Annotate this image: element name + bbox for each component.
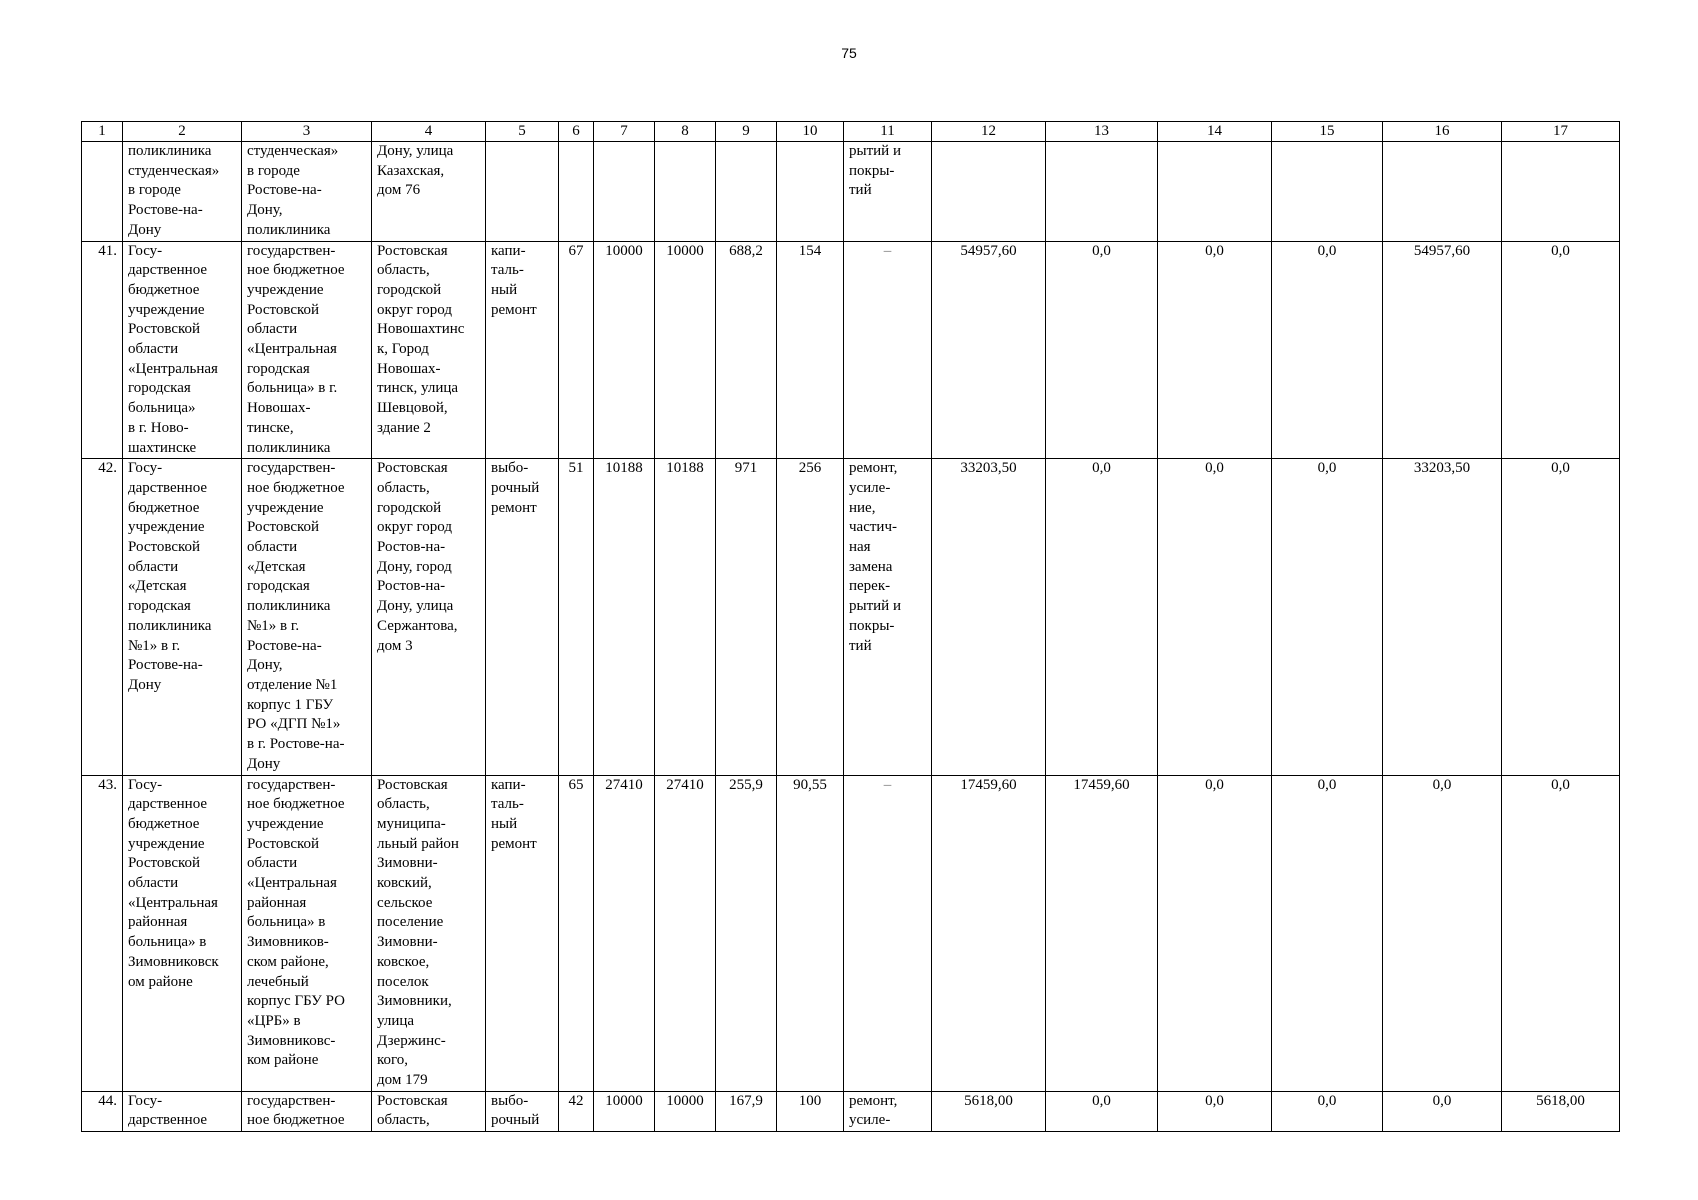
- table-cell-col-4: Ростовская область, городской округ город Ростов-на- Дону, город Ростов-на- Дону, улица Сержантова, дом 3: [372, 459, 486, 775]
- table-cell-col-11: –: [844, 775, 932, 1091]
- table-cell-col-15: 0,0: [1272, 775, 1383, 1091]
- table-cell-col-2: Госу- дарственное бюджетное учреждение Ростовской области «Центральная городская больница» в г. Ново- шахтинске: [123, 241, 242, 459]
- table-cell-col-13: 0,0: [1046, 241, 1158, 459]
- table-cell-col-3: студенческая» в городе Ростове-на- Дону, поликлиника: [242, 142, 372, 242]
- column-header: 6: [559, 122, 594, 142]
- column-header: 4: [372, 122, 486, 142]
- table-cell-col-9: 688,2: [716, 241, 777, 459]
- table-cell-col-12: 33203,50: [932, 459, 1046, 775]
- table-cell-col-11: ремонт, усиле- ние, частич- ная замена перек- рытий и покры- тий: [844, 459, 932, 775]
- table-cell-col-5: капи- таль- ный ремонт: [486, 241, 559, 459]
- table-cell-col-6: 42: [559, 1091, 594, 1131]
- table-row: [82, 142, 1620, 242]
- column-header: 15: [1272, 122, 1383, 142]
- table-cell-col-8: 10000: [655, 1091, 716, 1131]
- table-cell-col-9: 167,9: [716, 1091, 777, 1131]
- table-cell-col-14: 0,0: [1158, 1091, 1272, 1131]
- table-row: [82, 775, 1620, 1091]
- column-header: 13: [1046, 122, 1158, 142]
- table-cell-col-6: 67: [559, 241, 594, 459]
- table-cell-col-10: 90,55: [777, 775, 844, 1091]
- table-cell-col-11: ремонт, усиле-: [844, 1091, 932, 1131]
- table-cell-col-7: 10188: [594, 459, 655, 775]
- table-cell-col-6: 51: [559, 459, 594, 775]
- table-cell-col-13: 17459,60: [1046, 775, 1158, 1091]
- table-cell-col-2: поликлиника студенческая» в городе Ростове-на- Дону: [123, 142, 242, 242]
- table-cell-col-5: выбо- рочный ремонт: [486, 459, 559, 775]
- table-cell-col-12: 17459,60: [932, 775, 1046, 1091]
- column-header: 11: [844, 122, 932, 142]
- table-cell-col-17: 0,0: [1502, 775, 1620, 1091]
- column-header: 14: [1158, 122, 1272, 142]
- table-row: [82, 459, 1620, 775]
- table-cell-col-6: 65: [559, 775, 594, 1091]
- table-cell-col-17: 0,0: [1502, 459, 1620, 775]
- table-cell-col-12: 54957,60: [932, 241, 1046, 459]
- table-cell-col-5: [486, 142, 559, 242]
- table-cell-col-8: 10188: [655, 459, 716, 775]
- table-cell-col-10: 100: [777, 1091, 844, 1131]
- table-cell-col-5: капи- таль- ный ремонт: [486, 775, 559, 1091]
- header-row: [82, 122, 1620, 142]
- table-cell-col-7: 10000: [594, 241, 655, 459]
- table-cell-col-7: [594, 142, 655, 242]
- table-cell-col-9: [716, 142, 777, 242]
- table-cell-col-11: рытий и покры- тий: [844, 142, 932, 242]
- table-cell-col-2: Госу- дарственное: [123, 1091, 242, 1131]
- table-cell-col-3: государствен- ное бюджетное учреждение Ростовской области «Центральная районная больница» в Зимовников- ском районе, лечебный корпус ГБУ РО «ЦРБ» в Зимовниковс- ком районе: [242, 775, 372, 1091]
- table-cell-col-14: 0,0: [1158, 459, 1272, 775]
- table-cell-col-14: [1158, 142, 1272, 242]
- page-number: 75: [841, 45, 857, 61]
- table-cell-col-13: 0,0: [1046, 459, 1158, 775]
- table-cell-col-6: [559, 142, 594, 242]
- table-cell-col-15: 0,0: [1272, 241, 1383, 459]
- table-cell-col-8: 10000: [655, 241, 716, 459]
- table-cell-col-15: [1272, 142, 1383, 242]
- table-cell-col-16: 54957,60: [1383, 241, 1502, 459]
- column-header: 2: [123, 122, 242, 142]
- table-cell-col-14: 0,0: [1158, 775, 1272, 1091]
- table-cell-col-5: выбо- рочный: [486, 1091, 559, 1131]
- column-header: 1: [82, 122, 123, 142]
- column-header: 17: [1502, 122, 1620, 142]
- column-header: 5: [486, 122, 559, 142]
- table-cell-col-11: –: [844, 241, 932, 459]
- table-cell-col-3: государствен- ное бюджетное учреждение Ростовской области «Центральная городская больница» в г. Новошах- тинске, поликлиника: [242, 241, 372, 459]
- table-row: [82, 241, 1620, 459]
- table-cell-col-16: 0,0: [1383, 775, 1502, 1091]
- table-cell-col-7: 10000: [594, 1091, 655, 1131]
- column-header: 8: [655, 122, 716, 142]
- table-cell-col-3: государствен- ное бюджетное учреждение Ростовской области «Детская городская поликлиника №1» в г. Ростове-на- Дону, отделение №1 корпус 1 ГБУ РО «ДГП №1» в г. Ростове-на- Дону: [242, 459, 372, 775]
- table-cell-col-4: Ростовская область, городской округ город Новошахтинс к, Город Новошах- тинск, улица Шевцовой, здание 2: [372, 241, 486, 459]
- table-cell-col-16: [1383, 142, 1502, 242]
- table-cell-col-4: Дону, улица Казахская, дом 76: [372, 142, 486, 242]
- column-header: 7: [594, 122, 655, 142]
- data-table: [81, 121, 1620, 1132]
- table-cell-col-10: 154: [777, 241, 844, 459]
- table-cell-col-8: [655, 142, 716, 242]
- table-cell-col-9: 971: [716, 459, 777, 775]
- table-cell-col-15: 0,0: [1272, 459, 1383, 775]
- table-cell-col-8: 27410: [655, 775, 716, 1091]
- table-cell-col-15: 0,0: [1272, 1091, 1383, 1131]
- table-cell-col-7: 27410: [594, 775, 655, 1091]
- column-header: 3: [242, 122, 372, 142]
- table-cell-col-2: Госу- дарственное бюджетное учреждение Ростовской области «Центральная районная больница» в Зимовниковск ом районе: [123, 775, 242, 1091]
- column-header: 12: [932, 122, 1046, 142]
- table-cell-col-2: Госу- дарственное бюджетное учреждение Ростовской области «Детская городская поликлиника №1» в г. Ростове-на- Дону: [123, 459, 242, 775]
- table-cell-col-10: [777, 142, 844, 242]
- table-cell-col-14: 0,0: [1158, 241, 1272, 459]
- table-cell-col-1: [82, 142, 123, 242]
- table-cell-col-4: Ростовская область,: [372, 1091, 486, 1131]
- table-row: [82, 1091, 1620, 1131]
- table-cell-col-4: Ростовская область, муниципа- льный район Зимовни- ковский, сельское поселение Зимовни- ковское, поселок Зимовники, улица Дзержинс- кого, дом 179: [372, 775, 486, 1091]
- table-cell-col-10: 256: [777, 459, 844, 775]
- column-header: 9: [716, 122, 777, 142]
- column-header: 16: [1383, 122, 1502, 142]
- table-cell-col-16: 33203,50: [1383, 459, 1502, 775]
- table-cell-col-1: 43.: [82, 775, 123, 1091]
- table-cell-col-17: [1502, 142, 1620, 242]
- table-cell-col-12: 5618,00: [932, 1091, 1046, 1131]
- column-header: 10: [777, 122, 844, 142]
- table-cell-col-17: 0,0: [1502, 241, 1620, 459]
- table-cell-col-3: государствен- ное бюджетное: [242, 1091, 372, 1131]
- table-cell-col-17: 5618,00: [1502, 1091, 1620, 1131]
- table-cell-col-16: 0,0: [1383, 1091, 1502, 1131]
- table-cell-col-9: 255,9: [716, 775, 777, 1091]
- table-cell-col-12: [932, 142, 1046, 242]
- table-cell-col-1: 44.: [82, 1091, 123, 1131]
- table-cell-col-13: 0,0: [1046, 1091, 1158, 1131]
- table-cell-col-13: [1046, 142, 1158, 242]
- table-cell-col-1: 41.: [82, 241, 123, 459]
- table-cell-col-1: 42.: [82, 459, 123, 775]
